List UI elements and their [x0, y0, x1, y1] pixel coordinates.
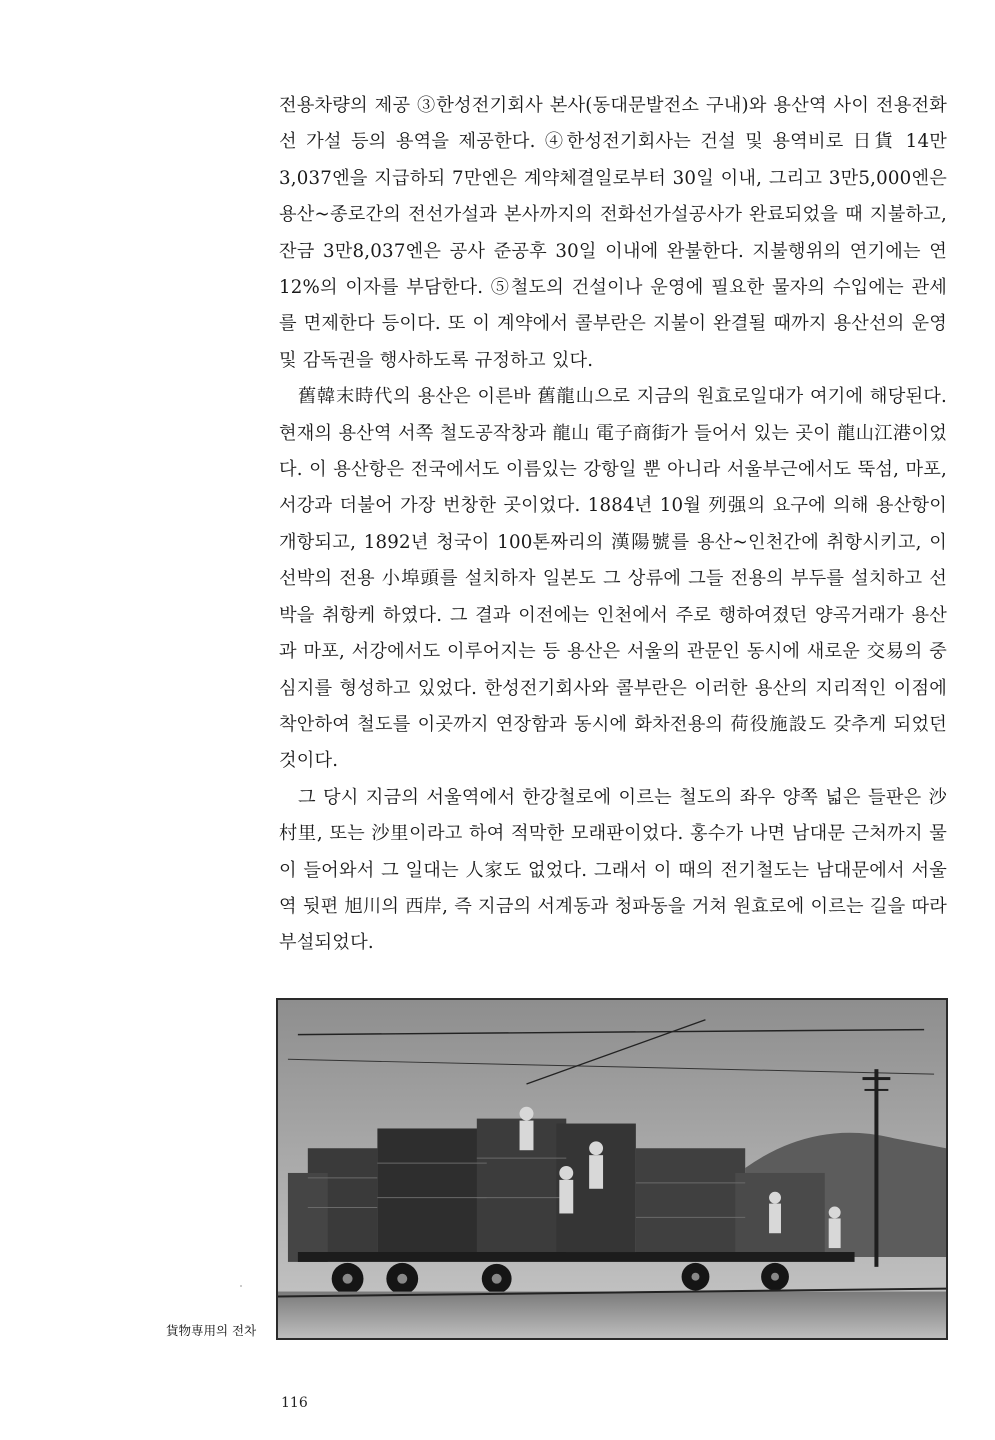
- freight-tram-photo: [276, 998, 948, 1340]
- paragraph: 그 당시 지금의 서울역에서 한강철로에 이르는 철도의 좌우 양쪽 넓은 들판은 沙村里, 또는 沙里이라고 하여 적막한 모래판이었다. 홍수가 나면 남대문 근처까지 물이 들어와서 그 일대는 人家도 없었다. 그래서 이 때의 전기철도는 남대문에서 서울역 뒷편 旭川의 西岸, 즉 지금의 서계동과 청파동을 거쳐 원효로에 이르는 길을 따라 부설되었다.: [279, 786, 947, 954]
- photo-caption: 貨物専用의 전차: [166, 1323, 257, 1338]
- paragraph: 舊韓末時代의 용산은 이른바 舊龍山으로 지금의 원효로일대가 여기에 해당된다. 현재의 용산역 서쪽 철도공작창과 龍山 電子商街가 들어서 있는 곳이 龍山江港이었다. 이 용산항은 전국에서도 이름있는 강항일 뿐 아니라 서울부근에서도 뚝섬, 마포, 서강과 더불어 가장 번창한 곳이었다. 1884년 10월 列强의 요구에 의해 용산항이 개항되고, 1892년 청국이 100톤짜리의 漢陽號를 용산~인천간에 취항시키고, 이 선박의 전용 小埠頭를 설치하자 일본도 그 상류에 그들 전용의 부두를 설치하고 선박을 취항케 하였다. 그 결과 이전에는 인천에서 주로 행하여졌던 양곡거래가 용산과 마포, 서강에서도 이루어지는 등 용산은 서울의 관문인 동시에 새로운 交易의 중심지를 형성하고 있었다. 한성전기회사와 콜부란은 이러한 용산의 지리적인 이점에 착안하여 철도를 이곳까지 연장함과 동시에 화차전용의 荷役施設도 갖추게 되었던 것이다.: [279, 386, 947, 772]
- page-number: 116: [281, 1395, 308, 1411]
- paragraph: 전용차량의 제공 ③한성전기회사 본사(동대문발전소 구내)와 용산역 사이 전용전화선 가설 등의 용역을 제공한다. ④한성전기회사는 건설 및 용역비로 日貨 14만3,037엔을 지급하되 7만엔은 계약체결일로부터 30일 이내, 그리고 3만5,000엔은 용산~종로간의 전선가설과 본사까지의 전화선가설공사가 완료되었을 때 지불하고, 잔금 3만8,037엔은 공사 준공후 30일 이내에 완불한다. 지불행위의 연기에는 연 12%의 이자를 부담한다. ⑤철도의 건설이나 운영에 필요한 물자의 수입에는 관세를 면제한다 등이다. 또 이 계약에서 콜부란은 지불이 완결될 때까지 용산선의 운영 및 감독권을 행사하도록 규정하고 있다.: [279, 95, 947, 371]
- scan-speck: [240, 1285, 242, 1287]
- photo-illustration: [278, 1000, 946, 1338]
- body-text: [279, 88, 947, 962]
